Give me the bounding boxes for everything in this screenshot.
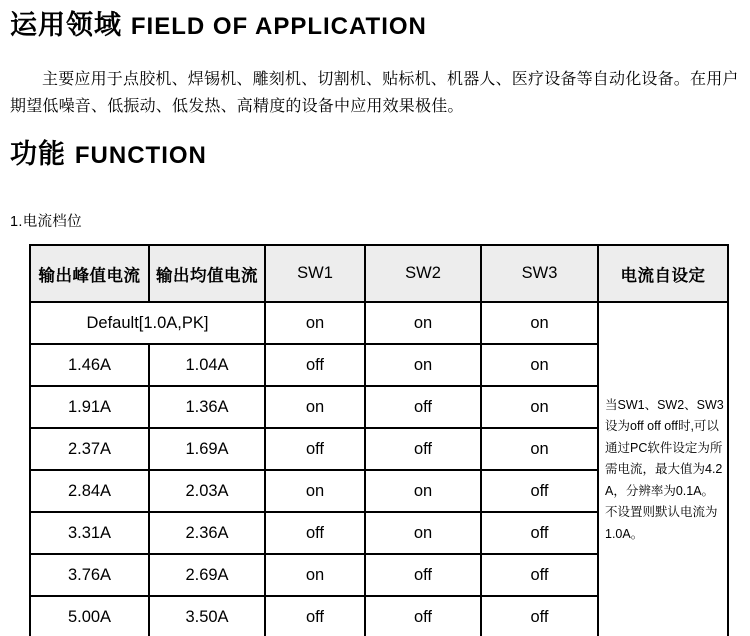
subsection-title-current-gear: 1.电流档位	[10, 214, 82, 230]
sw2-cell: off	[365, 596, 481, 636]
sw1-cell: on	[265, 386, 365, 428]
default-label-cell: Default[1.0A,PK]	[30, 302, 265, 344]
peak-cell: 3.76A	[30, 554, 149, 596]
sw3-cell: on	[481, 386, 598, 428]
sw1-cell: on	[265, 554, 365, 596]
sw3-cell: off	[481, 554, 598, 596]
function-title-en: FUNCTION	[74, 142, 207, 169]
sw2-cell: off	[365, 386, 481, 428]
sw3-cell: on	[481, 302, 598, 344]
peak-cell: 5.00A	[30, 596, 149, 636]
sw2-cell: off	[365, 554, 481, 596]
current-settings-table	[29, 244, 729, 636]
sw2-cell: on	[365, 512, 481, 554]
function-section-title	[10, 135, 740, 173]
sw1-cell: on	[265, 302, 365, 344]
application-section-title	[10, 6, 740, 44]
peak-cell: 1.46A	[30, 344, 149, 386]
peak-cell: 1.91A	[30, 386, 149, 428]
sw3-cell: on	[481, 344, 598, 386]
sw1-cell: on	[265, 470, 365, 512]
header-avg-current: 输出均值电流	[149, 245, 265, 302]
avg-cell: 2.03A	[149, 470, 265, 512]
avg-cell: 2.36A	[149, 512, 265, 554]
avg-cell: 3.50A	[149, 596, 265, 636]
sw3-cell: off	[481, 512, 598, 554]
sw1-cell: off	[265, 428, 365, 470]
table-header-row	[30, 245, 728, 302]
custom-current-note: 当SW1、SW2、SW3设为off off off时,可以通过PC软件设定为所需电流，最大值为4.2A，分辨率为0.1A。不设置则默认电流为1.0A。	[598, 302, 728, 636]
sw2-cell: on	[365, 470, 481, 512]
sw2-cell: on	[365, 344, 481, 386]
sw3-cell: on	[481, 428, 598, 470]
sw1-cell: off	[265, 344, 365, 386]
table-row-default	[30, 302, 728, 344]
peak-cell: 3.31A	[30, 512, 149, 554]
header-custom-current: 电流自设定	[598, 245, 728, 302]
header-sw3: SW3	[481, 245, 598, 302]
header-sw2: SW2	[365, 245, 481, 302]
peak-cell: 2.84A	[30, 470, 149, 512]
header-peak-current: 输出峰值电流	[30, 245, 149, 302]
avg-cell: 1.69A	[149, 428, 265, 470]
sw3-cell: off	[481, 596, 598, 636]
sw2-cell: off	[365, 428, 481, 470]
application-title-zh: 运用领域	[10, 10, 122, 40]
header-sw1: SW1	[265, 245, 365, 302]
sw3-cell: off	[481, 470, 598, 512]
sw2-cell: on	[365, 302, 481, 344]
sw1-cell: off	[265, 596, 365, 636]
avg-cell: 1.36A	[149, 386, 265, 428]
peak-cell: 2.37A	[30, 428, 149, 470]
avg-cell: 1.04A	[149, 344, 265, 386]
application-body-text: 主要应用于点胶机、焊锡机、雕刻机、切割机、贴标机、机器人、医疗设备等自动化设备。在用户期望低噪音、低振动、低发热、高精度的设备中应用效果极佳。	[10, 71, 739, 115]
function-title-zh: 功能	[10, 139, 66, 169]
application-title-en: FIELD OF APPLICATION	[130, 13, 427, 40]
avg-cell: 2.69A	[149, 554, 265, 596]
sw1-cell: off	[265, 512, 365, 554]
